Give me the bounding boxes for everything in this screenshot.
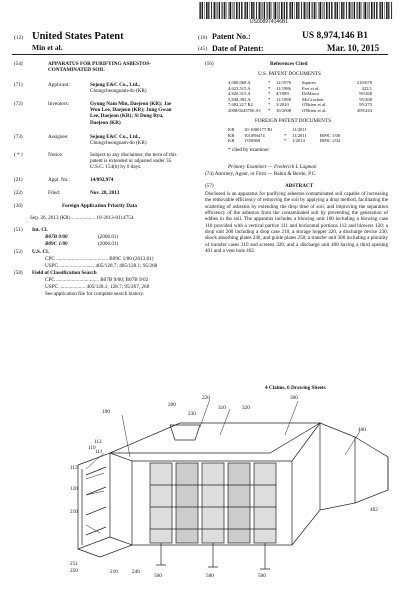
reference-cell: 2008/0245706 A1 xyxy=(228,107,262,113)
barcode-bar xyxy=(352,2,353,19)
barcode-bar xyxy=(200,2,201,19)
barcode-bar xyxy=(264,2,265,19)
barcode-bar xyxy=(256,2,257,19)
filed-label: Filed: xyxy=(48,190,61,196)
barcode-bar xyxy=(382,2,383,19)
us-refs-table xyxy=(228,80,372,114)
barcode-bar xyxy=(301,2,302,19)
foreign-refs-title: FOREIGN PATENT DOCUMENTS xyxy=(255,118,332,124)
fig-label-400: 400 xyxy=(358,427,366,433)
barcode-bar xyxy=(219,2,220,19)
reference-cell: 5,848,382 A xyxy=(228,96,251,102)
int-cl-version: (2006.01) xyxy=(98,241,119,247)
fig-label-320: 320 xyxy=(242,405,250,411)
code-56: (56) xyxy=(205,61,214,67)
reference-cell: 422/1 xyxy=(361,85,372,91)
barcode-bar xyxy=(364,2,365,19)
barcode-bar xyxy=(359,2,360,19)
code-30: (30) xyxy=(14,203,23,209)
date-label: Date of Patent: xyxy=(212,44,264,53)
claims-count: 4 Claims, 6 Drawing Sheets xyxy=(265,385,326,391)
barcode-bar xyxy=(292,2,293,19)
barcode-bar xyxy=(286,2,287,19)
reference-cell: 95/268 xyxy=(359,91,372,97)
barcode-bar xyxy=(284,2,285,19)
abstract-body: Disclosed is an apparatus for purifying asbestos-contaminated soil capable of increasing the removable efficiency of removing the soil by applying a drop method, facilitating the scattering of asbestos by extending the drop time of soil, and improving the separation efficiency of the asbestos from the contaminated soil by preventing the generation of eddies in the soil. The apparatus includes a blowing unit 100 including a blowing case 110 provided with a vertical partice 111 and horizontal portions 112 and blowers 120; a drop unit 200 including a drop case 210, a storage hopper 220, a discharge device 230, shock absorbing plates 240, and guide plates 250; a transfer unit 300 including a plurality of transfer cases 310 and screens 320; and a discharge unit 400 having a third opening 401 and a vent hole 402. xyxy=(205,191,388,255)
priority-title: Foreign Application Priority Data xyxy=(62,203,137,209)
us-refs-title: U.S. PATENT DOCUMENTS xyxy=(258,71,321,77)
code-58: (58) xyxy=(14,270,23,276)
barcode-bar xyxy=(239,2,240,19)
barcode-bar xyxy=(230,2,231,19)
us-cl-title: U.S. Cl. xyxy=(32,249,50,255)
barcode-bar xyxy=(241,2,242,19)
fig-label-310: 310 xyxy=(218,405,226,411)
barcode-bar xyxy=(335,2,336,19)
code-52: (52) xyxy=(14,249,23,255)
apparatus-figure xyxy=(70,395,400,600)
reference-cell: DeMarco xyxy=(302,91,320,97)
assignee-line: Chungcheongnam-do (KR) xyxy=(90,140,147,147)
fig-label-402: 402 xyxy=(370,507,378,513)
us-cl-uspc: USPC ........................... 405/128.7; 405/128.1; 95/268 xyxy=(45,263,158,269)
barcode xyxy=(198,2,394,19)
reference-cell: Frei et al. xyxy=(302,85,320,91)
fig-label-210: 210 xyxy=(70,509,78,515)
fig-label-112: 112 xyxy=(94,439,102,445)
patent-date: Mar. 10, 2015 xyxy=(327,43,380,53)
int-cl-version: (2006.01) xyxy=(98,234,119,240)
barcode-bar xyxy=(262,2,263,19)
reference-cell: * xyxy=(268,85,271,91)
reference-cell: 12/1976 xyxy=(276,80,292,85)
reference-cell: * xyxy=(268,107,271,113)
barcode-bar xyxy=(374,2,375,19)
reference-cell: * xyxy=(268,80,271,85)
notice-label: Notice: xyxy=(48,152,64,158)
patent-type-title: United States Patent xyxy=(32,31,124,42)
fig-label-210b: 210 xyxy=(110,569,118,575)
barcode-bar xyxy=(342,2,343,19)
code-57: (57) xyxy=(205,183,214,189)
barcode-bar xyxy=(279,2,280,19)
barcode-bar xyxy=(386,2,387,19)
patent-number: US 8,974,146 B1 xyxy=(302,31,368,41)
barcode-bar xyxy=(376,2,377,19)
abstract-title: ABSTRACT xyxy=(285,183,314,189)
field-search-title: Field of Classification Search xyxy=(32,270,97,276)
barcode-bar xyxy=(267,2,268,19)
barcode-bar xyxy=(329,2,330,19)
code-73: (73) xyxy=(14,134,23,140)
patent-no-label: Patent No.: xyxy=(212,32,251,41)
barcode-bar xyxy=(206,2,207,19)
reference-row xyxy=(228,108,372,114)
barcode-bar xyxy=(365,2,366,19)
code-54: (54) xyxy=(14,61,23,67)
barcode-bar xyxy=(357,2,358,19)
reference-row xyxy=(228,138,356,144)
barcode-bar xyxy=(387,2,388,19)
barcode-bar xyxy=(211,2,212,19)
reference-cell: McCracken xyxy=(302,96,324,102)
reference-cell: KR xyxy=(228,127,235,132)
fig-label-100: 100 xyxy=(102,409,110,415)
barcode-bar xyxy=(309,2,310,19)
assignee-label: Assignee: xyxy=(48,134,69,140)
code-10: (10) xyxy=(198,35,208,41)
fig-label-300: 300 xyxy=(290,395,298,401)
priority-line: Sep. 26, 2013 (KR) .................. 10-2013-0114754 xyxy=(30,215,134,221)
inventors-label: Inventors: xyxy=(48,101,70,107)
barcode-bar xyxy=(354,2,355,19)
fig-label-220: 220 xyxy=(202,395,210,401)
barcode-bar xyxy=(324,2,325,19)
barcode-bar xyxy=(320,2,321,19)
reference-cell: 95/268 xyxy=(359,96,372,102)
code-71: (71) xyxy=(14,82,23,88)
barcode-bar xyxy=(304,2,305,19)
assignee-value xyxy=(90,134,147,146)
barcode-bar xyxy=(281,2,282,19)
inventors-line: Won Lee, Daejeon (KR); Jung Gwan xyxy=(90,107,172,114)
code-72: (72) xyxy=(14,101,23,107)
fig-label-113: 113 xyxy=(70,465,78,471)
reference-cell: 209/243 xyxy=(356,107,372,113)
code-12: (12) xyxy=(14,35,24,41)
barcode-bar xyxy=(252,2,253,19)
barcode-bar xyxy=(371,2,372,19)
reference-cell: B09C 1/04 xyxy=(320,138,341,144)
barcode-bar xyxy=(269,2,270,19)
reference-cell: 11/2011 xyxy=(292,132,307,138)
fig-label-120: 120 xyxy=(70,486,78,492)
reference-cell: 3/2010 xyxy=(276,102,289,108)
assignee-line: Sejong E&C Co., Ltd., xyxy=(90,134,141,140)
reference-cell: 95/275 xyxy=(359,102,372,108)
reference-cell: 1350968 xyxy=(244,138,261,144)
barcode-bar xyxy=(346,2,347,19)
inventors-line: Daejeon (KR) xyxy=(90,119,121,126)
barcode-bar xyxy=(214,2,215,19)
reference-cell: * xyxy=(268,102,271,108)
reference-cell: 101089474 xyxy=(244,132,265,138)
field-search-note: See application file for complete search history. xyxy=(45,291,144,297)
applicant-line: Chungcheongnam-do (KR) xyxy=(90,88,147,95)
header-rule xyxy=(12,54,388,55)
reference-cell: 11/1986 xyxy=(276,85,291,91)
reference-cell: 210/678 xyxy=(356,80,372,85)
fig-label-500c: 500 xyxy=(258,573,266,579)
barcode-bar xyxy=(236,2,237,19)
inventors-line: Lee, Daejeon (KR); Si Dong Ryu, xyxy=(90,113,164,120)
primary-examiner: Primary Examiner — Frederick L Lagman xyxy=(228,164,317,170)
barcode-bar xyxy=(274,2,275,19)
reference-cell: * xyxy=(284,132,287,138)
reference-cell: O'Brien et al. xyxy=(302,102,327,108)
barcode-bar xyxy=(222,2,223,19)
barcode-bar xyxy=(217,2,218,19)
barcode-bar xyxy=(349,2,350,19)
barcode-number: US008974146B1 xyxy=(250,19,289,25)
reference-cell: 4/1989 xyxy=(276,91,289,97)
reference-cell: Squires xyxy=(302,80,316,85)
code-notice: ( * ) xyxy=(14,152,23,158)
foreign-refs-table xyxy=(228,127,356,144)
fig-label-200: 200 xyxy=(168,402,176,408)
applicant-value xyxy=(90,82,147,94)
reference-cell: * xyxy=(268,96,271,102)
reference-cell: B09C 1/00 xyxy=(320,132,341,138)
barcode-bar xyxy=(296,2,297,19)
appl-no-label: Appl. No.: xyxy=(48,177,71,183)
fig-label-500a: 500 xyxy=(154,573,162,579)
field-search-cpc: CPC ................................. B07B 9/00; B07B 9/02 xyxy=(45,277,149,283)
barcode-bar xyxy=(251,2,252,19)
inventors-value xyxy=(90,101,172,126)
reference-cell: 1/2014 xyxy=(292,138,305,144)
reference-cell: KR xyxy=(228,138,235,144)
notice-line: Subject to any disclaimer, the term of this xyxy=(90,152,177,158)
reference-cell: 10-1080177 B1 xyxy=(244,127,273,132)
invention-title: APPARATUS FOR PURIFYING ASBESTOS-CONTAMINATED SOIL xyxy=(48,61,152,74)
us-cl-cpc: CPC ........................................ B09C 1/00 (2013.01) xyxy=(45,256,154,262)
barcode-bar xyxy=(369,2,370,19)
fig-label-230: 230 xyxy=(188,411,196,417)
notice-line: U.S.C. 154(b) by 0 days. xyxy=(90,164,142,171)
barcode-bar xyxy=(319,2,320,19)
notice-value xyxy=(90,152,177,171)
fig-label-500b: 500 xyxy=(206,573,214,579)
transfer-unit xyxy=(150,463,276,569)
reference-cell: 11/1998 xyxy=(276,96,291,102)
barcode-bar xyxy=(380,2,381,19)
barcode-bar xyxy=(331,2,332,19)
code-22: (22) xyxy=(14,190,23,196)
barcode-bar xyxy=(245,2,246,19)
fig-label-111: 111 xyxy=(95,449,103,455)
reference-cell: KR xyxy=(228,132,235,138)
barcode-bar xyxy=(314,2,315,19)
reference-cell: * xyxy=(284,138,287,144)
reference-cell: 10/2008 xyxy=(276,107,292,113)
barcode-bar xyxy=(229,2,230,19)
barcode-bar xyxy=(307,2,308,19)
notice-line: patent is extended or adjusted under 35 xyxy=(90,158,172,165)
barcode-bar xyxy=(326,2,327,19)
fig-label-110: 110 xyxy=(88,445,96,451)
barcode-bar xyxy=(202,2,203,19)
fig-label-240: 240 xyxy=(132,569,140,575)
barcode-bar xyxy=(312,2,313,19)
appl-no-value: 14/092,974 xyxy=(90,177,114,183)
reference-cell: O'Brien et al. xyxy=(302,107,327,113)
reference-cell: 4,623,515 A xyxy=(228,85,251,91)
attorney: (74) Attorney, Agent, or Firm — Rabin & Berdo, P.C. xyxy=(205,171,317,177)
applicant-line: Sejong E&C Co., Ltd., xyxy=(90,82,141,88)
barcode-bar xyxy=(275,2,276,19)
filed-value: Nov. 28, 2013 xyxy=(90,190,120,196)
int-cl-title: Int. Cl. xyxy=(32,227,48,233)
barcode-bar xyxy=(207,2,208,19)
reference-cell: 4,000,068 A xyxy=(228,80,251,85)
reference-cell: 4,820,315 A xyxy=(228,91,251,97)
references-title: References Cited xyxy=(270,61,308,67)
barcode-bar xyxy=(234,2,235,19)
barcode-bar xyxy=(224,2,225,19)
code-51: (51) xyxy=(14,227,23,233)
reference-cell: 11/2011 xyxy=(292,127,307,132)
int-cl-code: B09C 1/00 xyxy=(45,241,68,247)
code-21: (21) xyxy=(14,177,23,183)
barcode-bar xyxy=(337,2,338,19)
fig-label-251: 251 xyxy=(70,561,78,567)
int-cl-code: B07B 9/00 xyxy=(45,234,68,240)
code-45: (45) xyxy=(198,46,208,52)
barcode-bar xyxy=(290,2,291,19)
inventors-line: Gyung Nam Min, Daejeon (KR); Jae xyxy=(90,101,172,107)
field-search-uspc: USPC .................... 405/128.1, 128.7; 95/267, 268 xyxy=(45,284,150,290)
barcode-bar xyxy=(341,2,342,19)
barcode-bar xyxy=(297,2,298,19)
fig-label-250: 250 xyxy=(70,568,78,574)
inventor-line: Min et al. xyxy=(32,43,63,52)
applicant-label: Applicant: xyxy=(48,82,70,88)
barcode-bar xyxy=(391,2,392,19)
barcode-bar xyxy=(247,2,248,19)
reference-cell: * xyxy=(268,91,271,97)
cited-by-examiner: * cited by examiner xyxy=(228,147,270,153)
discharge-unit xyxy=(320,423,388,510)
reference-cell: 7,682,217 B2 xyxy=(228,102,253,108)
barcode-bar xyxy=(259,2,260,19)
